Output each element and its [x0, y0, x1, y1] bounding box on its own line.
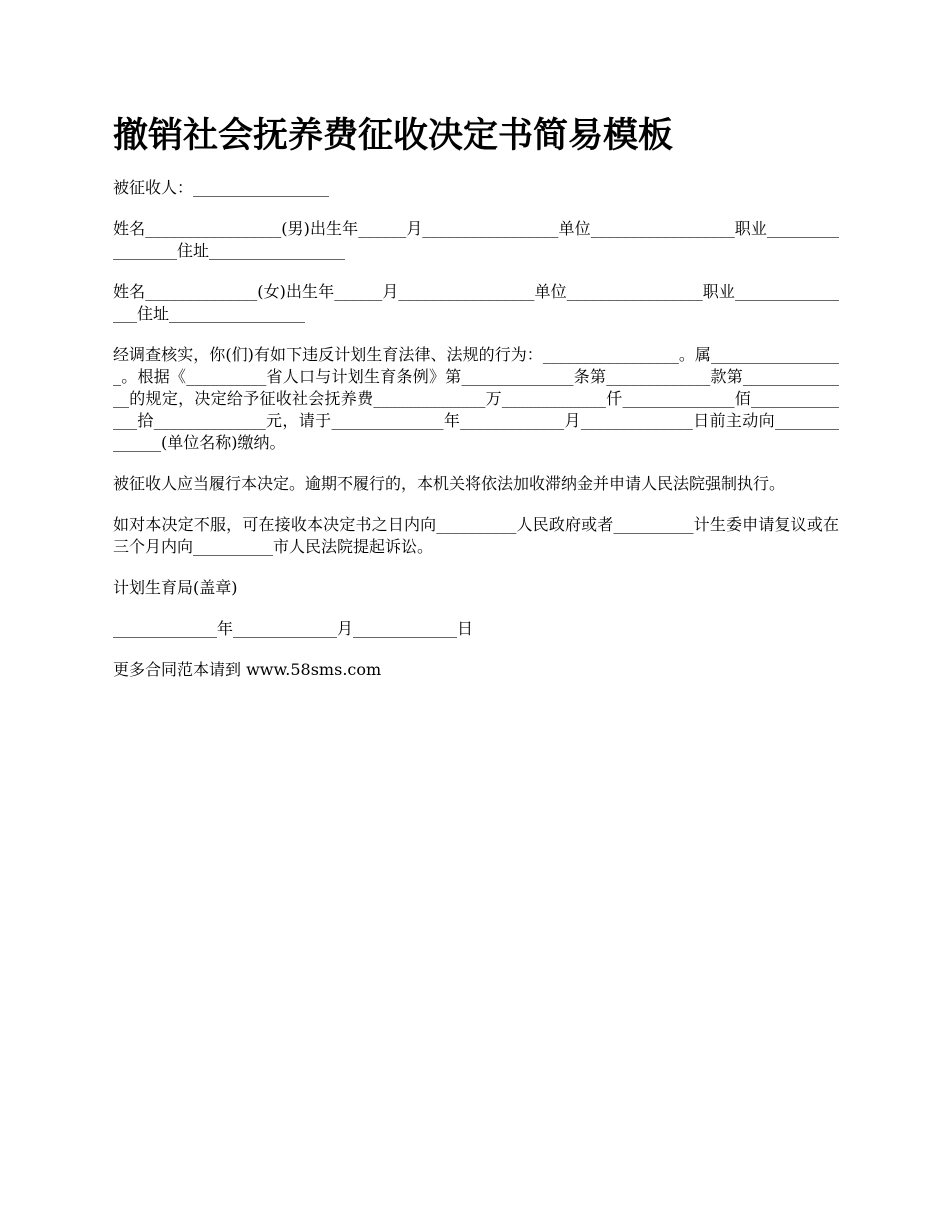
- male-info-line: 姓名_________________(男)出生年______月_________________单位__________________职业_________________住址_________________: [113, 219, 839, 260]
- collected-person-line: 被征收人：_________________: [113, 178, 330, 197]
- document-title: 撤销社会抚养费征收决定书简易模板: [113, 116, 674, 156]
- footer-link-text: 更多合同范本请到 www.58sms.com: [113, 660, 382, 679]
- document-page: [113, 112, 839, 700]
- issuing-authority: 计划生育局(盖章): [113, 578, 238, 597]
- obligation-paragraph: 被征收人应当履行本决定。逾期不履行的，本机关将依法加收滞纳金并申请人民法院强制执行。: [113, 474, 786, 493]
- female-info-line: 姓名______________(女)出生年______月_________________单位_________________职业________________住址_________________: [113, 282, 839, 323]
- decision-paragraph: 经调查核实，你(们)有如下违反计划生育法律、法规的行为：_________________。属_________________。根据《__________省人口与计划生育条例》第______________条第_____________款第______________的规定，决定给予征收社会抚养费______________万_____________仟______________佰______________拾______________元，请于______________年_____________月______________日前主动向______________(单位名称)缴纳。: [113, 345, 839, 452]
- date-line: _____________年_____________月_____________日: [113, 619, 474, 638]
- appeal-paragraph: 如对本决定不服，可在接收本决定书之日内向__________人民政府或者__________计生委申请复议或在三个月内向__________市人民法院提起诉讼。: [113, 515, 839, 556]
